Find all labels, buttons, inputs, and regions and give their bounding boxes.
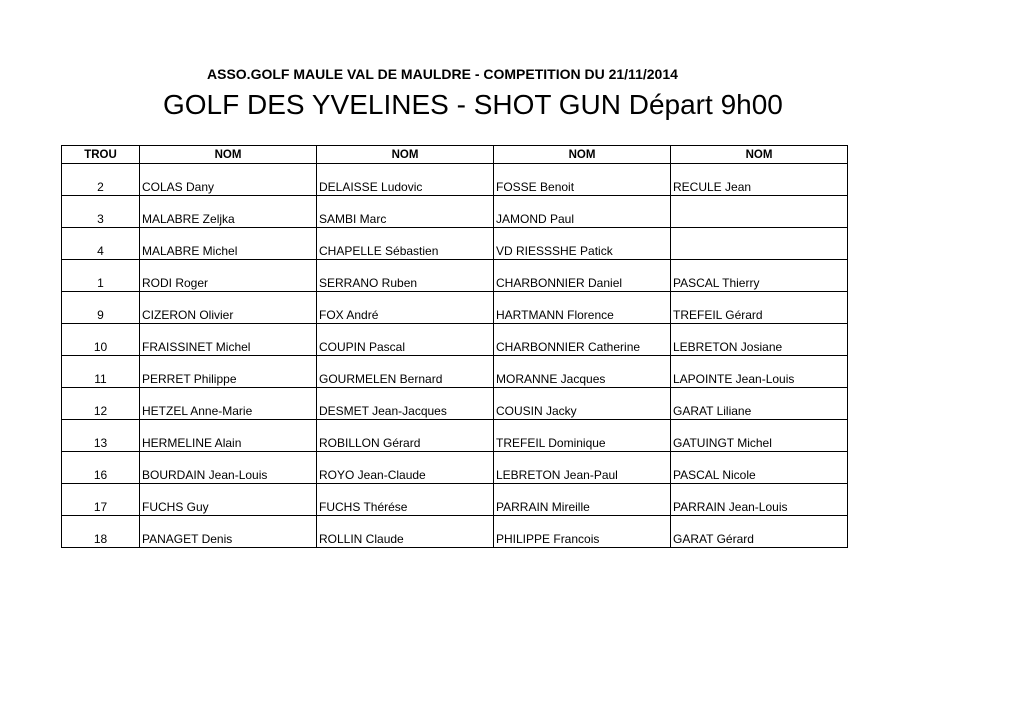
table-row: [62, 164, 848, 196]
player-name-cell: ROBILLON Gérard: [317, 420, 494, 452]
column-header-nom: NOM: [317, 146, 494, 164]
player-name-cell: CHAPELLE Sébastien: [317, 228, 494, 260]
player-name-cell: FUCHS Thérése: [317, 484, 494, 516]
player-name-cell: LEBRETON Jean-Paul: [494, 452, 671, 484]
table-row: [62, 388, 848, 420]
player-name-cell: JAMOND Paul: [494, 196, 671, 228]
player-name-cell: FRAISSINET Michel: [140, 324, 317, 356]
player-name-cell: LAPOINTE Jean-Louis: [671, 356, 848, 388]
player-name-cell: PASCAL Nicole: [671, 452, 848, 484]
player-name-cell: CHARBONNIER Daniel: [494, 260, 671, 292]
player-name-cell: COUSIN Jacky: [494, 388, 671, 420]
hole-number-cell: 1: [62, 260, 140, 292]
player-name-cell: TREFEIL Gérard: [671, 292, 848, 324]
player-name-cell: RECULE Jean: [671, 164, 848, 196]
player-name-cell: LEBRETON Josiane: [671, 324, 848, 356]
player-name-cell: ROLLIN Claude: [317, 516, 494, 548]
hole-number-cell: 11: [62, 356, 140, 388]
table-row: [62, 260, 848, 292]
table-row: [62, 420, 848, 452]
player-name-cell: HARTMANN Florence: [494, 292, 671, 324]
player-name-cell: MORANNE Jacques: [494, 356, 671, 388]
player-name-cell: PANAGET Denis: [140, 516, 317, 548]
document-subtitle: ASSO.GOLF MAULE VAL DE MAULDRE - COMPETITION DU 21/11/2014: [207, 66, 678, 82]
hole-number-cell: 13: [62, 420, 140, 452]
player-name-cell: PHILIPPE Francois: [494, 516, 671, 548]
hole-number-cell: 18: [62, 516, 140, 548]
player-name-cell: MALABRE Zeljka: [140, 196, 317, 228]
hole-number-cell: 12: [62, 388, 140, 420]
player-name-cell: COUPIN Pascal: [317, 324, 494, 356]
hole-number-cell: 10: [62, 324, 140, 356]
player-name-cell: VD RIESSSHE Patick: [494, 228, 671, 260]
player-name-cell: GARAT Liliane: [671, 388, 848, 420]
document-title: GOLF DES YVELINES - SHOT GUN Départ 9h00: [163, 89, 783, 120]
player-name-cell: MALABRE Michel: [140, 228, 317, 260]
table-row: [62, 516, 848, 548]
player-name-cell: FUCHS Guy: [140, 484, 317, 516]
player-name-cell: HERMELINE Alain: [140, 420, 317, 452]
player-name-cell: GATUINGT Michel: [671, 420, 848, 452]
player-name-cell: FOX André: [317, 292, 494, 324]
player-name-cell: ROYO Jean-Claude: [317, 452, 494, 484]
table-row: [62, 324, 848, 356]
player-name-cell: HETZEL Anne-Marie: [140, 388, 317, 420]
player-name-cell: TREFEIL Dominique: [494, 420, 671, 452]
player-name-cell: [671, 196, 848, 228]
table-row: [62, 196, 848, 228]
table-row: [62, 292, 848, 324]
player-name-cell: DELAISSE Ludovic: [317, 164, 494, 196]
player-name-cell: CIZERON Olivier: [140, 292, 317, 324]
table-row: [62, 356, 848, 388]
player-name-cell: DESMET Jean-Jacques: [317, 388, 494, 420]
column-header-nom: NOM: [140, 146, 317, 164]
player-name-cell: CHARBONNIER Catherine: [494, 324, 671, 356]
hole-number-cell: 3: [62, 196, 140, 228]
tee-assignment-table: [61, 145, 848, 548]
table-row: [62, 228, 848, 260]
hole-number-cell: 16: [62, 452, 140, 484]
column-header-nom: NOM: [494, 146, 671, 164]
player-name-cell: SERRANO Ruben: [317, 260, 494, 292]
hole-number-cell: 2: [62, 164, 140, 196]
player-name-cell: FOSSE Benoit: [494, 164, 671, 196]
player-name-cell: PARRAIN Jean-Louis: [671, 484, 848, 516]
player-name-cell: BOURDAIN Jean-Louis: [140, 452, 317, 484]
player-name-cell: COLAS Dany: [140, 164, 317, 196]
column-header-trou: TROU: [62, 146, 140, 164]
hole-number-cell: 17: [62, 484, 140, 516]
player-name-cell: SAMBI Marc: [317, 196, 494, 228]
table-row: [62, 484, 848, 516]
table-row: [62, 452, 848, 484]
player-name-cell: PERRET Philippe: [140, 356, 317, 388]
player-name-cell: PARRAIN Mireille: [494, 484, 671, 516]
hole-number-cell: 9: [62, 292, 140, 324]
player-name-cell: RODI Roger: [140, 260, 317, 292]
column-header-nom: NOM: [671, 146, 848, 164]
player-name-cell: [671, 228, 848, 260]
player-name-cell: PASCAL Thierry: [671, 260, 848, 292]
player-name-cell: GARAT Gérard: [671, 516, 848, 548]
header-row: [62, 146, 848, 164]
player-name-cell: GOURMELEN Bernard: [317, 356, 494, 388]
hole-number-cell: 4: [62, 228, 140, 260]
